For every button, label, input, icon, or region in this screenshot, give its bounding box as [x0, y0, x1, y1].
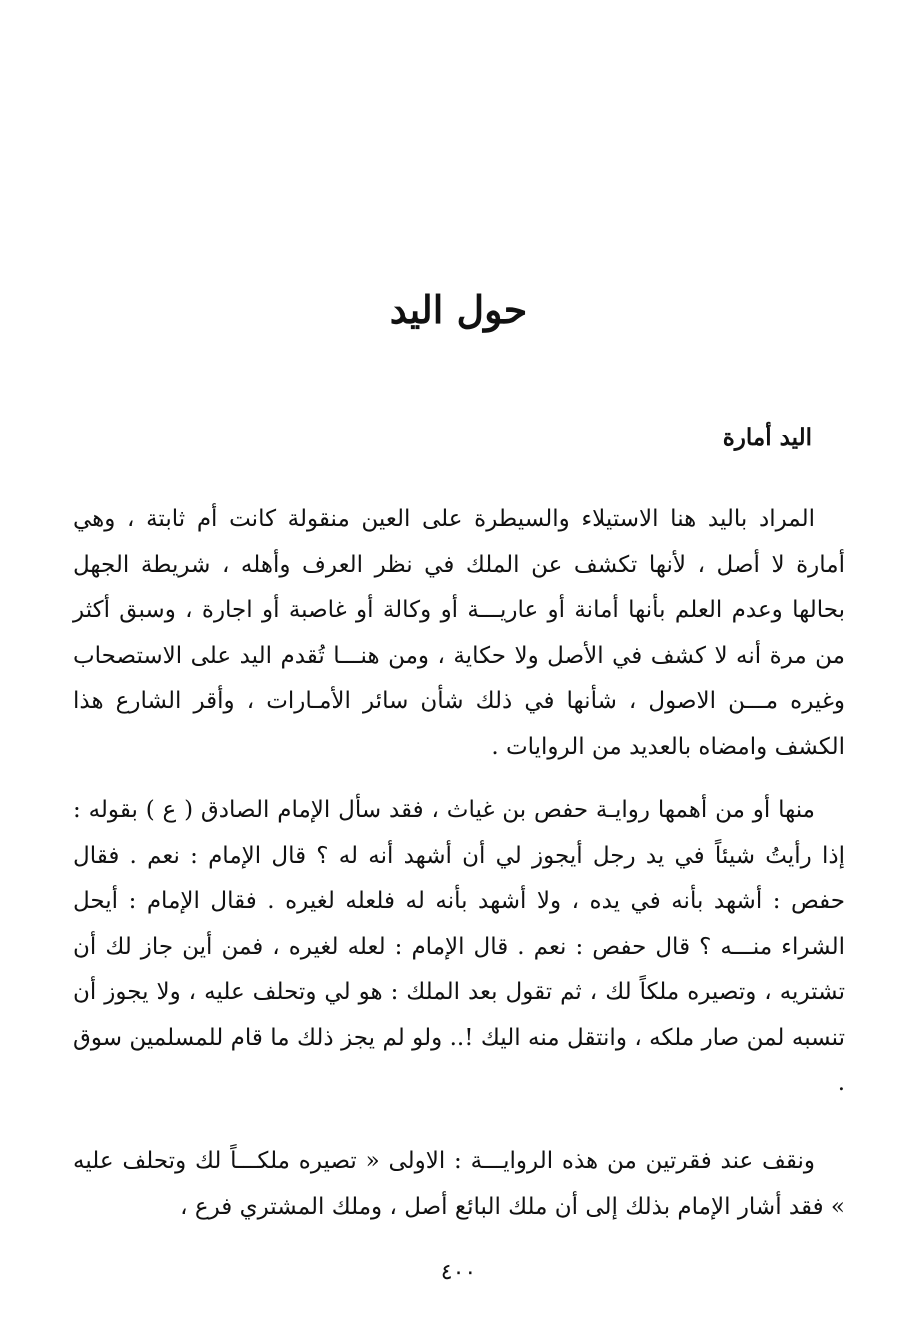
- page-title: حول اليد: [389, 287, 528, 332]
- paragraph-1: المراد باليد هنا الاستيلاء والسيطرة على العين منقولة كانت أم ثابتة ، وهي أمارة لا أصل ، لأنها تكشف عن الملك في نظر العرف وأهله ، شريطة الجهل بحالها وعدم العلم بأنها أمانة أو عاريـــة أو وكالة أو غاصبة أو اجارة ، وسبق أكثر من مرة أنه لا كشف في الأصل ولا حكاية ، ومن هنـــا تُقدم اليد على الاستصحاب وغيره مـــن الاصول ، شأنها في ذلك شأن سائر الأمـارات ، وأقر الشارع هذا الكشف وامضاه بالعديد من الروايات .: [73, 506, 845, 760]
- paragraph-2: منها أو من أهمها روايـة حفص بن غياث ، فقد سأل الإمام الصادق ( ع ) بقوله : إذا رأيتُ شيئاً في يد رجل أيجوز لي أن أشهد أنه له ؟ قال الإمام : نعم . فقال حفص : أشهد بأنه في يده ، ولا أشهد بأنه له فلعله لغيره . فقال الإمام : أيحل الشراء منـــه ؟ قال حفص : نعم . قال الإمام : لعله لغيره ، فمن أين جاز لك أن تشتريه ، وتصيره ملكاً لك ، ثم تقول بعد الملك : هو لي وتحلف عليه ، ولا يجوز أن تنسبه لمن صار ملكه ، وانتقل منه اليك !.. ولو لم يجز ذلك ما قام للمسلمين سوق .: [73, 797, 846, 1096]
- section-heading: اليد أمارة: [722, 424, 812, 451]
- page-number: ٤٠٠: [440, 1260, 477, 1285]
- paragraph-3: ونقف عند فقرتين من هذه الروايـــة : الاولى « تصيره ملكـــاً لك وتحلف عليه » فقد أشار الإمام بذلك إلى أن ملك البائع أصل ، وملك المشتري فرع ،: [73, 1148, 845, 1220]
